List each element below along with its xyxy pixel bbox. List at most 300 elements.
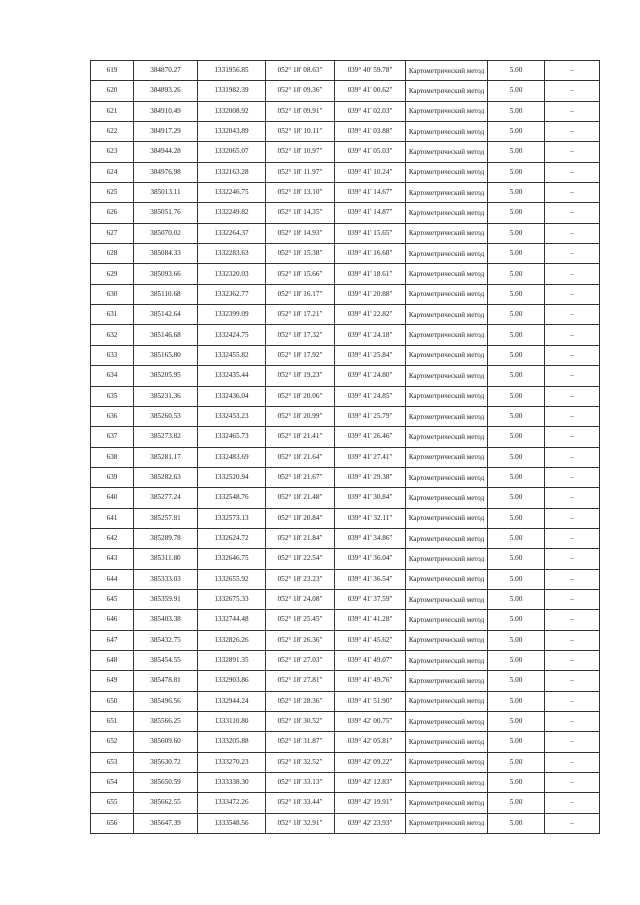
x-coordinate-cell: 385013.11 — [134, 183, 198, 203]
note-cell: – — [545, 386, 600, 406]
accuracy-cell: 5.00 — [488, 488, 545, 508]
method-cell: Картометрический метод — [406, 528, 488, 548]
point-number-cell: 624 — [91, 162, 134, 182]
method-cell: Картометрический метод — [406, 589, 488, 609]
point-number-cell: 656 — [91, 813, 134, 833]
latitude-cell: 052° 18' 14.93" — [266, 223, 335, 243]
note-cell: – — [545, 142, 600, 162]
point-number-cell: 648 — [91, 650, 134, 670]
x-coordinate-cell: 384910.49 — [134, 101, 198, 121]
table-row — [91, 325, 600, 345]
point-number-cell: 630 — [91, 284, 134, 304]
accuracy-cell: 5.00 — [488, 366, 545, 386]
point-number-cell: 650 — [91, 691, 134, 711]
accuracy-cell: 5.00 — [488, 386, 545, 406]
x-coordinate-cell: 384944.28 — [134, 142, 198, 162]
point-number-cell: 636 — [91, 406, 134, 426]
longitude-cell: 039° 41' 14.87" — [335, 203, 406, 223]
table-row — [91, 549, 600, 569]
note-cell: – — [545, 712, 600, 732]
table-row — [91, 366, 600, 386]
latitude-cell: 052° 18' 17.32" — [266, 325, 335, 345]
longitude-cell: 039° 41' 15.65" — [335, 223, 406, 243]
longitude-cell: 039° 41' 29.38" — [335, 467, 406, 487]
x-coordinate-cell: 385070.02 — [134, 223, 198, 243]
latitude-cell: 052° 18' 10.97" — [266, 142, 335, 162]
method-cell: Картометрический метод — [406, 183, 488, 203]
accuracy-cell: 5.00 — [488, 101, 545, 121]
accuracy-cell: 5.00 — [488, 325, 545, 345]
y-coordinate-cell: 1332264.37 — [198, 223, 266, 243]
note-cell: – — [545, 284, 600, 304]
latitude-cell: 052° 18' 32.52" — [266, 752, 335, 772]
table-row — [91, 528, 600, 548]
point-number-cell: 639 — [91, 467, 134, 487]
method-cell: Картометрический метод — [406, 406, 488, 426]
latitude-cell: 052° 18' 17.92" — [266, 345, 335, 365]
y-coordinate-cell: 1332548.76 — [198, 488, 266, 508]
table-row — [91, 467, 600, 487]
accuracy-cell: 5.00 — [488, 569, 545, 589]
y-coordinate-cell: 1332436.04 — [198, 386, 266, 406]
x-coordinate-cell: 385231.36 — [134, 386, 198, 406]
longitude-cell: 039° 42' 19.91" — [335, 793, 406, 813]
method-cell: Картометрический метод — [406, 610, 488, 630]
longitude-cell: 039° 41' 10.24" — [335, 162, 406, 182]
y-coordinate-cell: 1332320.03 — [198, 264, 266, 284]
longitude-cell: 039° 42' 05.81" — [335, 732, 406, 752]
method-cell: Картометрический метод — [406, 549, 488, 569]
latitude-cell: 052° 18' 20.84" — [266, 508, 335, 528]
note-cell: – — [545, 406, 600, 426]
note-cell: – — [545, 508, 600, 528]
note-cell: – — [545, 345, 600, 365]
longitude-cell: 039° 41' 49.76" — [335, 671, 406, 691]
method-cell: Картометрический метод — [406, 427, 488, 447]
table-row — [91, 650, 600, 670]
note-cell: – — [545, 447, 600, 467]
method-cell: Картометрический метод — [406, 712, 488, 732]
longitude-cell: 039° 41' 20.88" — [335, 284, 406, 304]
point-number-cell: 623 — [91, 142, 134, 162]
point-number-cell: 653 — [91, 752, 134, 772]
point-number-cell: 632 — [91, 325, 134, 345]
note-cell: – — [545, 813, 600, 833]
table-row — [91, 610, 600, 630]
note-cell: – — [545, 630, 600, 650]
accuracy-cell: 5.00 — [488, 427, 545, 447]
longitude-cell: 039° 41' 34.86" — [335, 528, 406, 548]
note-cell: – — [545, 752, 600, 772]
point-number-cell: 621 — [91, 101, 134, 121]
note-cell: – — [545, 732, 600, 752]
latitude-cell: 052° 18' 21.84" — [266, 528, 335, 548]
point-number-cell: 643 — [91, 549, 134, 569]
x-coordinate-cell: 385146.68 — [134, 325, 198, 345]
accuracy-cell: 5.00 — [488, 712, 545, 732]
y-coordinate-cell: 1332520.94 — [198, 467, 266, 487]
method-cell: Картометрический метод — [406, 162, 488, 182]
accuracy-cell: 5.00 — [488, 813, 545, 833]
method-cell: Картометрический метод — [406, 61, 488, 81]
latitude-cell: 052° 18' 08.63" — [266, 61, 335, 81]
note-cell: – — [545, 671, 600, 691]
x-coordinate-cell: 385311.80 — [134, 549, 198, 569]
latitude-cell: 052° 18' 20.99" — [266, 406, 335, 426]
longitude-cell: 039° 41' 02.03" — [335, 101, 406, 121]
longitude-cell: 039° 42' 23.93" — [335, 813, 406, 833]
y-coordinate-cell: 1332065.07 — [198, 142, 266, 162]
point-number-cell: 655 — [91, 793, 134, 813]
method-cell: Картометрический метод — [406, 142, 488, 162]
method-cell: Картометрический метод — [406, 569, 488, 589]
accuracy-cell: 5.00 — [488, 467, 545, 487]
accuracy-cell: 5.00 — [488, 162, 545, 182]
x-coordinate-cell: 385496.56 — [134, 691, 198, 711]
table-row — [91, 447, 600, 467]
x-coordinate-cell: 385630.72 — [134, 752, 198, 772]
x-coordinate-cell: 384870.27 — [134, 61, 198, 81]
latitude-cell: 052° 18' 28.36" — [266, 691, 335, 711]
y-coordinate-cell: 1332624.72 — [198, 528, 266, 548]
table-row — [91, 284, 600, 304]
accuracy-cell: 5.00 — [488, 549, 545, 569]
table-body — [91, 61, 600, 834]
coordinates-table — [90, 60, 600, 834]
table-row — [91, 203, 600, 223]
latitude-cell: 052° 18' 21.64" — [266, 447, 335, 467]
table-row — [91, 569, 600, 589]
table-row — [91, 162, 600, 182]
table-row — [91, 508, 600, 528]
latitude-cell: 052° 18' 16.17" — [266, 284, 335, 304]
point-number-cell: 645 — [91, 589, 134, 609]
note-cell: – — [545, 610, 600, 630]
latitude-cell: 052° 18' 31.87" — [266, 732, 335, 752]
note-cell: – — [545, 569, 600, 589]
accuracy-cell: 5.00 — [488, 264, 545, 284]
note-cell: – — [545, 528, 600, 548]
note-cell: – — [545, 61, 600, 81]
table-row — [91, 630, 600, 650]
y-coordinate-cell: 1332826.26 — [198, 630, 266, 650]
table-row — [91, 81, 600, 101]
x-coordinate-cell: 385432.75 — [134, 630, 198, 650]
accuracy-cell: 5.00 — [488, 630, 545, 650]
note-cell: – — [545, 793, 600, 813]
latitude-cell: 052° 18' 20.06" — [266, 386, 335, 406]
y-coordinate-cell: 1332455.82 — [198, 345, 266, 365]
table-row — [91, 264, 600, 284]
longitude-cell: 039° 41' 00.62" — [335, 81, 406, 101]
x-coordinate-cell: 385662.55 — [134, 793, 198, 813]
latitude-cell: 052° 18' 14.35" — [266, 203, 335, 223]
table-row — [91, 223, 600, 243]
method-cell: Картометрический метод — [406, 488, 488, 508]
longitude-cell: 039° 41' 18.61" — [335, 264, 406, 284]
latitude-cell: 052° 18' 33.13" — [266, 773, 335, 793]
accuracy-cell: 5.00 — [488, 447, 545, 467]
y-coordinate-cell: 1332008.92 — [198, 101, 266, 121]
latitude-cell: 052° 18' 09.91" — [266, 101, 335, 121]
note-cell: – — [545, 427, 600, 447]
x-coordinate-cell: 385110.68 — [134, 284, 198, 304]
y-coordinate-cell: 1332362.77 — [198, 284, 266, 304]
latitude-cell: 052° 18' 26.36" — [266, 630, 335, 650]
y-coordinate-cell: 1333205.88 — [198, 732, 266, 752]
longitude-cell: 039° 41' 41.28" — [335, 610, 406, 630]
x-coordinate-cell: 385609.60 — [134, 732, 198, 752]
latitude-cell: 052° 18' 23.23" — [266, 569, 335, 589]
method-cell: Картометрический метод — [406, 101, 488, 121]
method-cell: Картометрический метод — [406, 650, 488, 670]
y-coordinate-cell: 1332646.75 — [198, 549, 266, 569]
method-cell: Картометрический метод — [406, 81, 488, 101]
point-number-cell: 638 — [91, 447, 134, 467]
latitude-cell: 052° 18' 15.38" — [266, 244, 335, 264]
accuracy-cell: 5.00 — [488, 284, 545, 304]
y-coordinate-cell: 1332246.75 — [198, 183, 266, 203]
longitude-cell: 039° 41' 25.79" — [335, 406, 406, 426]
latitude-cell: 052° 18' 09.36" — [266, 81, 335, 101]
latitude-cell: 052° 18' 32.91" — [266, 813, 335, 833]
longitude-cell: 039° 41' 26.46" — [335, 427, 406, 447]
y-coordinate-cell: 1332424.75 — [198, 325, 266, 345]
method-cell: Картометрический метод — [406, 223, 488, 243]
y-coordinate-cell: 1332043.89 — [198, 122, 266, 142]
point-number-cell: 634 — [91, 366, 134, 386]
longitude-cell: 039° 41' 03.88" — [335, 122, 406, 142]
method-cell: Картометрический метод — [406, 305, 488, 325]
point-number-cell: 622 — [91, 122, 134, 142]
y-coordinate-cell: 1332944.24 — [198, 691, 266, 711]
x-coordinate-cell: 385289.78 — [134, 528, 198, 548]
x-coordinate-cell: 385142.64 — [134, 305, 198, 325]
method-cell: Картометрический метод — [406, 813, 488, 833]
point-number-cell: 647 — [91, 630, 134, 650]
x-coordinate-cell: 384893.26 — [134, 81, 198, 101]
accuracy-cell: 5.00 — [488, 122, 545, 142]
latitude-cell: 052° 18' 17.21" — [266, 305, 335, 325]
table-row — [91, 305, 600, 325]
point-number-cell: 635 — [91, 386, 134, 406]
point-number-cell: 620 — [91, 81, 134, 101]
point-number-cell: 633 — [91, 345, 134, 365]
method-cell: Картометрический метод — [406, 773, 488, 793]
note-cell: – — [545, 203, 600, 223]
table-row — [91, 712, 600, 732]
y-coordinate-cell: 1332903.86 — [198, 671, 266, 691]
x-coordinate-cell: 385333.03 — [134, 569, 198, 589]
accuracy-cell: 5.00 — [488, 691, 545, 711]
x-coordinate-cell: 385257.81 — [134, 508, 198, 528]
table-row — [91, 122, 600, 142]
point-number-cell: 640 — [91, 488, 134, 508]
table-row — [91, 183, 600, 203]
note-cell: – — [545, 589, 600, 609]
longitude-cell: 039° 41' 36.54" — [335, 569, 406, 589]
x-coordinate-cell: 385454.55 — [134, 650, 198, 670]
latitude-cell: 052° 18' 11.97" — [266, 162, 335, 182]
method-cell: Картометрический метод — [406, 345, 488, 365]
longitude-cell: 039° 41' 51.90" — [335, 691, 406, 711]
method-cell: Картометрический метод — [406, 691, 488, 711]
longitude-cell: 039° 42' 12.83" — [335, 773, 406, 793]
table-row — [91, 345, 600, 365]
table-row — [91, 61, 600, 81]
table-row — [91, 406, 600, 426]
method-cell: Картометрический метод — [406, 447, 488, 467]
note-cell: – — [545, 773, 600, 793]
latitude-cell: 052° 18' 30.52" — [266, 712, 335, 732]
latitude-cell: 052° 18' 21.41" — [266, 427, 335, 447]
longitude-cell: 039° 41' 32.11" — [335, 508, 406, 528]
accuracy-cell: 5.00 — [488, 142, 545, 162]
latitude-cell: 052° 18' 33.44" — [266, 793, 335, 813]
accuracy-cell: 5.00 — [488, 508, 545, 528]
y-coordinate-cell: 1333472.26 — [198, 793, 266, 813]
point-number-cell: 641 — [91, 508, 134, 528]
note-cell: – — [545, 305, 600, 325]
x-coordinate-cell: 385273.82 — [134, 427, 198, 447]
accuracy-cell: 5.00 — [488, 244, 545, 264]
method-cell: Картометрический метод — [406, 793, 488, 813]
y-coordinate-cell: 1332675.33 — [198, 589, 266, 609]
x-coordinate-cell: 384976.98 — [134, 162, 198, 182]
note-cell: – — [545, 101, 600, 121]
longitude-cell: 039° 41' 22.82" — [335, 305, 406, 325]
x-coordinate-cell: 385566.25 — [134, 712, 198, 732]
y-coordinate-cell: 1331956.85 — [198, 61, 266, 81]
note-cell: – — [545, 264, 600, 284]
longitude-cell: 039° 41' 24.85" — [335, 386, 406, 406]
y-coordinate-cell: 1332573.13 — [198, 508, 266, 528]
latitude-cell: 052° 18' 22.54" — [266, 549, 335, 569]
accuracy-cell: 5.00 — [488, 223, 545, 243]
longitude-cell: 039° 41' 05.03" — [335, 142, 406, 162]
point-number-cell: 631 — [91, 305, 134, 325]
longitude-cell: 039° 42' 00.75" — [335, 712, 406, 732]
y-coordinate-cell: 1333110.80 — [198, 712, 266, 732]
latitude-cell: 052° 18' 27.81" — [266, 671, 335, 691]
table-row — [91, 427, 600, 447]
y-coordinate-cell: 1332453.23 — [198, 406, 266, 426]
longitude-cell: 039° 41' 16.68" — [335, 244, 406, 264]
table-row — [91, 813, 600, 833]
point-number-cell: 628 — [91, 244, 134, 264]
longitude-cell: 039° 40' 59.78" — [335, 61, 406, 81]
accuracy-cell: 5.00 — [488, 183, 545, 203]
x-coordinate-cell: 385403.38 — [134, 610, 198, 630]
point-number-cell: 651 — [91, 712, 134, 732]
note-cell: – — [545, 81, 600, 101]
latitude-cell: 052° 18' 13.10" — [266, 183, 335, 203]
y-coordinate-cell: 1332283.63 — [198, 244, 266, 264]
method-cell: Картометрический метод — [406, 630, 488, 650]
method-cell: Картометрический метод — [406, 671, 488, 691]
point-number-cell: 642 — [91, 528, 134, 548]
note-cell: – — [545, 650, 600, 670]
latitude-cell: 052° 18' 24.08" — [266, 589, 335, 609]
method-cell: Картометрический метод — [406, 122, 488, 142]
method-cell: Картометрический метод — [406, 752, 488, 772]
point-number-cell: 644 — [91, 569, 134, 589]
point-number-cell: 626 — [91, 203, 134, 223]
longitude-cell: 039° 41' 49.07" — [335, 650, 406, 670]
y-coordinate-cell: 1332744.48 — [198, 610, 266, 630]
point-number-cell: 654 — [91, 773, 134, 793]
x-coordinate-cell: 385647.39 — [134, 813, 198, 833]
point-number-cell: 627 — [91, 223, 134, 243]
longitude-cell: 039° 41' 25.84" — [335, 345, 406, 365]
accuracy-cell: 5.00 — [488, 345, 545, 365]
accuracy-cell: 5.00 — [488, 406, 545, 426]
latitude-cell: 052° 18' 25.45" — [266, 610, 335, 630]
x-coordinate-cell: 385478.81 — [134, 671, 198, 691]
method-cell: Картометрический метод — [406, 386, 488, 406]
note-cell: – — [545, 467, 600, 487]
x-coordinate-cell: 385051.76 — [134, 203, 198, 223]
longitude-cell: 039° 41' 14.67" — [335, 183, 406, 203]
point-number-cell: 619 — [91, 61, 134, 81]
y-coordinate-cell: 1333338.30 — [198, 773, 266, 793]
latitude-cell: 052° 18' 27.03" — [266, 650, 335, 670]
note-cell: – — [545, 122, 600, 142]
point-number-cell: 625 — [91, 183, 134, 203]
latitude-cell: 052° 18' 21.67" — [266, 467, 335, 487]
y-coordinate-cell: 1332891.35 — [198, 650, 266, 670]
latitude-cell: 052° 18' 10.11" — [266, 122, 335, 142]
x-coordinate-cell: 385260.53 — [134, 406, 198, 426]
method-cell: Картометрический метод — [406, 508, 488, 528]
note-cell: – — [545, 223, 600, 243]
y-coordinate-cell: 1333548.56 — [198, 813, 266, 833]
y-coordinate-cell: 1333270.23 — [198, 752, 266, 772]
x-coordinate-cell: 385277.24 — [134, 488, 198, 508]
y-coordinate-cell: 1332655.92 — [198, 569, 266, 589]
y-coordinate-cell: 1332465.73 — [198, 427, 266, 447]
note-cell: – — [545, 162, 600, 182]
table-row — [91, 386, 600, 406]
accuracy-cell: 5.00 — [488, 650, 545, 670]
method-cell: Картометрический метод — [406, 264, 488, 284]
accuracy-cell: 5.00 — [488, 732, 545, 752]
table-row — [91, 773, 600, 793]
accuracy-cell: 5.00 — [488, 305, 545, 325]
accuracy-cell: 5.00 — [488, 589, 545, 609]
table-row — [91, 732, 600, 752]
accuracy-cell: 5.00 — [488, 203, 545, 223]
y-coordinate-cell: 1332435.44 — [198, 366, 266, 386]
y-coordinate-cell: 1332163.28 — [198, 162, 266, 182]
method-cell: Картометрический метод — [406, 732, 488, 752]
point-number-cell: 652 — [91, 732, 134, 752]
note-cell: – — [545, 691, 600, 711]
y-coordinate-cell: 1331982.39 — [198, 81, 266, 101]
accuracy-cell: 5.00 — [488, 671, 545, 691]
x-coordinate-cell: 385165.80 — [134, 345, 198, 365]
method-cell: Картометрический метод — [406, 203, 488, 223]
x-coordinate-cell: 385281.17 — [134, 447, 198, 467]
method-cell: Картометрический метод — [406, 467, 488, 487]
latitude-cell: 052° 18' 21.48" — [266, 488, 335, 508]
note-cell: – — [545, 183, 600, 203]
latitude-cell: 052° 18' 19.23" — [266, 366, 335, 386]
longitude-cell: 039° 41' 36.04" — [335, 549, 406, 569]
table-row — [91, 101, 600, 121]
table-row — [91, 488, 600, 508]
table-row — [91, 244, 600, 264]
